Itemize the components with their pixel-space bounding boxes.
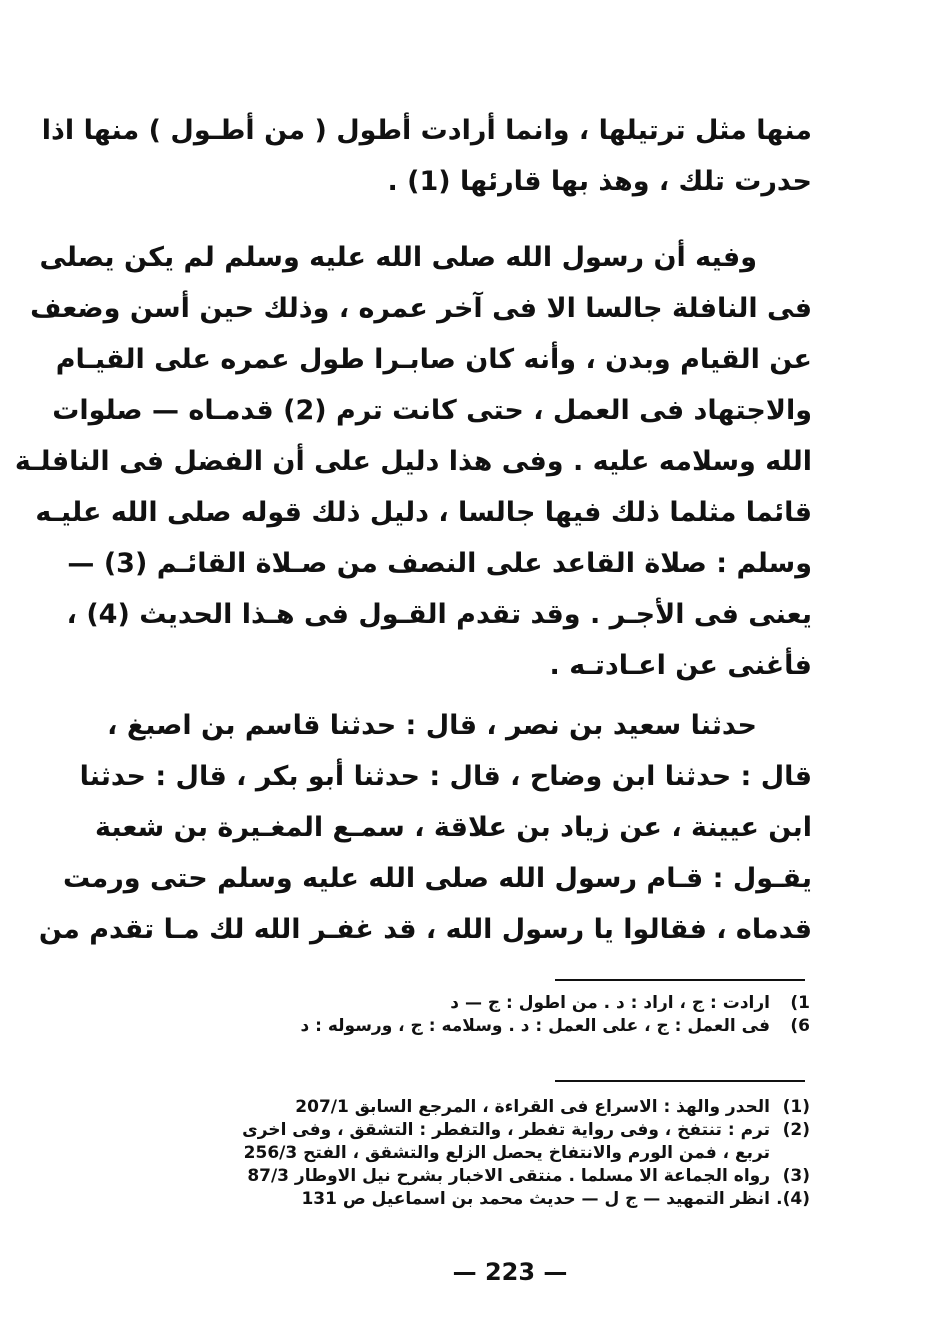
text-line: فى النافلة جالسا الا فى آخر عمره ، وذلك حين أسن وضعف bbox=[30, 293, 812, 324]
text-line: فأغنى عن اعـادتـه . bbox=[549, 650, 812, 681]
text-line: يعنى فى الأجـر . وقد تقدم القـول فى هـذا الحديث (4) ، bbox=[66, 599, 812, 630]
footnote-text: انظر التمهيد — ج ل — حديث محمد بن اسماعيل ص 131 bbox=[301, 1189, 770, 1209]
footnote bbox=[145, 1165, 810, 1188]
footnote bbox=[145, 1119, 810, 1142]
footnote bbox=[145, 1096, 810, 1119]
footnote-text: رواه الجماعة الا مسلما . منتقى الاخبار بشرح نيل الاوطار 87/3 bbox=[247, 1166, 770, 1186]
text-line: حدثنا سعيد بن نصر ، قال : حدثنا قاسم بن اصبغ ، bbox=[107, 710, 757, 741]
note-text: فى العمل : ج ، على العمل : د . وسلامه : ج ، ورسوله : د bbox=[300, 1016, 770, 1036]
footnote-number: (1) bbox=[782, 1097, 810, 1117]
variant-notes bbox=[145, 992, 810, 1038]
text-line: عن القيام وبدن ، وأنه كان صابـرا طول عمره على القيـام bbox=[55, 344, 812, 375]
text-line: يقـول : قـام رسول الله صلى الله عليه وسلم حتى ورمت bbox=[62, 863, 812, 894]
variant-note bbox=[145, 992, 810, 1015]
note-number: 1) bbox=[790, 993, 810, 1013]
footnote-number: (2) bbox=[782, 1120, 810, 1140]
footnote-divider bbox=[555, 1080, 805, 1082]
text-line: قدماه ، فقالوا يا رسول الله ، قد غفـر الله لك مـا تقدم من bbox=[38, 914, 812, 945]
note-number: 6) bbox=[790, 1016, 810, 1036]
footnote-text: ترم : تنتفخ ، وفى رواية تفطر ، والتفطر : التشقق ، وفى اخرى bbox=[242, 1120, 770, 1140]
text-line: وسلم : صلاة القاعد على النصف من صـلاة القائـم (3) — bbox=[67, 548, 812, 579]
footnote bbox=[145, 1142, 810, 1165]
variant-note bbox=[145, 1015, 810, 1038]
text-line: والاجتهاد فى العمل ، حتى كانت ترم (2) قدمـاه — صلوات bbox=[52, 395, 812, 426]
note-text: ارادت : ج ، اراد : د . من اطول : ج — د bbox=[450, 993, 770, 1013]
footnotes bbox=[145, 1096, 810, 1211]
footnote-divider bbox=[555, 979, 805, 981]
footnote-number: (3) bbox=[782, 1166, 810, 1186]
page-number: — 223 — bbox=[452, 1258, 568, 1286]
footnote bbox=[145, 1188, 810, 1211]
text-line: حدرت تلك ، وهذ بها قارئها (1) . bbox=[387, 166, 812, 197]
text-line: منها مثل ترتيلها ، وانما أرادت أطول ( من أطـول ) منها اذا bbox=[41, 115, 812, 146]
text-line: قائما مثلما ذلك فيها جالسا ، دليل ذلك قوله صلى الله عليـه bbox=[35, 497, 812, 528]
text-line: قال : حدثنا ابن وضاح ، قال : حدثنا أبو بكر ، قال : حدثنا bbox=[79, 761, 812, 792]
text-line: الله وسلامه عليه . وفى هذا دليل على أن الفضل فى النافلـة bbox=[14, 446, 812, 477]
footnote-number: (4). bbox=[776, 1189, 810, 1209]
text-line: وفيه أن رسول الله صلى الله عليه وسلم لم يكن يصلى bbox=[39, 242, 757, 273]
footnote-text: تربع ، فمن الورم والانتفاخ يحصل الزلع والتشقق ، الفتح 256/3 bbox=[243, 1143, 770, 1163]
paragraph-3 bbox=[38, 700, 812, 955]
footnote-text: الحدر والهذ : الاسراع فى القراءة ، المرجع السابق 207/1 bbox=[295, 1097, 770, 1117]
text-line: ابن عيينة ، عن زياد بن علاقة ، سمـع المغـيرة بن شعبة bbox=[94, 812, 812, 843]
paragraph-2 bbox=[14, 232, 812, 691]
paragraph-1 bbox=[41, 105, 812, 207]
